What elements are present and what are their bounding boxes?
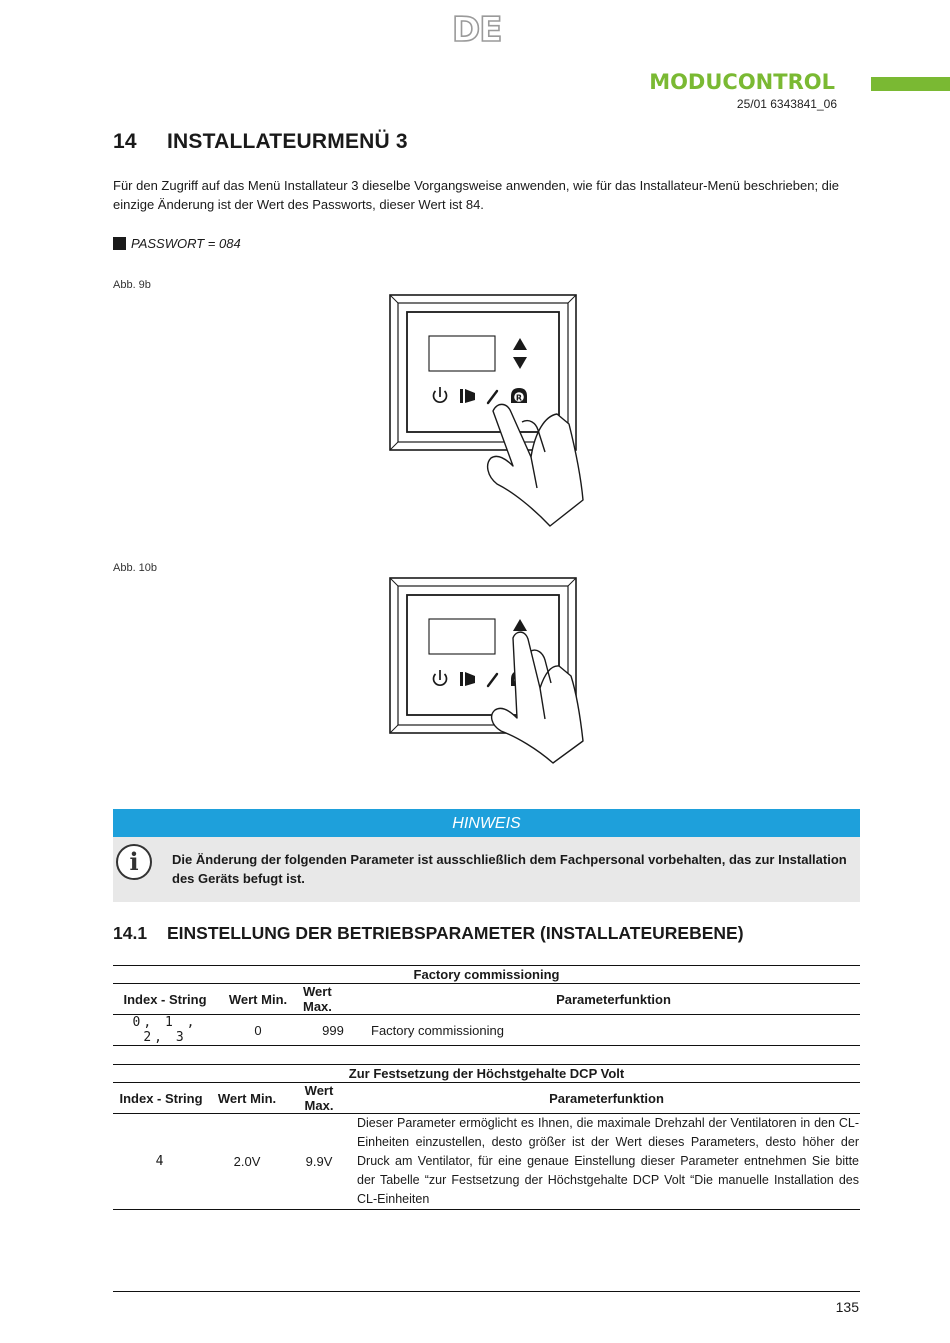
language-code: DE — [452, 10, 502, 50]
reset-key-label: R — [515, 393, 523, 403]
info-icon: i — [116, 844, 152, 880]
footer-rule — [113, 1291, 860, 1292]
brand-title: MODUCONTROL — [649, 70, 835, 94]
column-header: Wert Max. — [299, 984, 367, 1015]
section-heading — [113, 130, 408, 154]
min-cell: 2.0V — [209, 1114, 285, 1210]
figure-caption: Abb. 9b — [113, 279, 151, 291]
notice-text: Die Änderung der folgenden Parameter ist ausschließlich dem Fachpersonal vorbehalten, das zur Installation des Geräts befugt ist. — [172, 852, 847, 886]
column-header: Wert Min. — [209, 1083, 285, 1114]
wrench-icon — [488, 391, 497, 403]
column-header: Parameterfunktion — [353, 1083, 860, 1114]
figure-caption: Abb. 10b — [113, 562, 158, 574]
column-header: Wert Max. — [285, 1083, 353, 1114]
fan-mode-icon — [460, 672, 475, 686]
function-cell: Dieser Parameter ermöglicht es Ihnen, die maximale Drehzahl der Ventilatoren in den CL-Einheiten einzustellen, desto größer ist der Wert dieses Parameters, desto höher der Druck am Ventilator, für eine genaue Einstellung dieser Parameter entnehmen Sie bitte der Tabelle “zur Festsetzung der Höchstgehalte DCP Volt “Die manuelle Installation des CL-Einheiten — [353, 1114, 860, 1210]
password-note — [113, 236, 241, 251]
min-cell: 0 — [217, 1015, 299, 1046]
subsection-number: 14.1 — [113, 923, 148, 943]
max-cell: 999 — [299, 1015, 367, 1046]
hand-illustration — [488, 404, 583, 526]
table-title: Zur Festsetzung der Höchstgehalte DCP Volt — [113, 1065, 860, 1083]
section-paragraph: Für den Zugriff auf das Menü Installateur 3 dieselbe Vorgangsweise anwenden, wie für das Installateur-Menü beschrieben; die einzige Änderung ist der Wert des Passworts, dieser Wert ist 84. — [113, 178, 840, 212]
index-cell: 4 — [113, 1114, 209, 1210]
hand-illustration — [492, 632, 583, 763]
subsection-heading — [113, 923, 744, 944]
column-header: Index - String — [113, 984, 217, 1015]
password-text: PASSWORT = 084 — [131, 236, 241, 251]
control-panel-figure-10b — [385, 573, 590, 768]
parameter-table-factory — [113, 965, 860, 1046]
notice-box — [113, 837, 860, 902]
page-number: 135 — [835, 1299, 859, 1315]
up-arrow-icon — [513, 619, 527, 631]
parameter-table-dcp-volt — [113, 1064, 860, 1210]
power-icon — [434, 670, 447, 685]
function-cell: Factory commissioning — [367, 1015, 860, 1046]
document-reference: 25/01 6343841_06 — [736, 97, 837, 111]
up-arrow-icon — [513, 338, 527, 350]
column-header: Parameterfunktion — [367, 984, 860, 1015]
max-cell: 9.9V — [285, 1114, 353, 1210]
power-icon — [434, 387, 447, 402]
notice-title: HINWEIS — [113, 809, 860, 837]
column-header: Wert Min. — [217, 984, 299, 1015]
column-header: Index - String — [113, 1083, 209, 1114]
down-arrow-icon — [513, 357, 527, 369]
section-title: INSTALLATEURMENÜ 3 — [167, 130, 408, 153]
index-cell: 0, 1 , 2, 3 — [113, 1015, 217, 1046]
section-number: 14 — [113, 130, 137, 153]
fan-mode-icon — [460, 389, 475, 403]
brand-accent-bar — [871, 77, 950, 91]
table-title: Factory commissioning — [113, 966, 860, 984]
bullet-square — [113, 237, 126, 250]
subsection-title: EINSTELLUNG DER BETRIEBSPARAMETER (INSTALLATEUREBENE) — [167, 923, 744, 943]
wrench-icon — [488, 674, 497, 686]
control-panel-figure-9b — [385, 290, 590, 535]
